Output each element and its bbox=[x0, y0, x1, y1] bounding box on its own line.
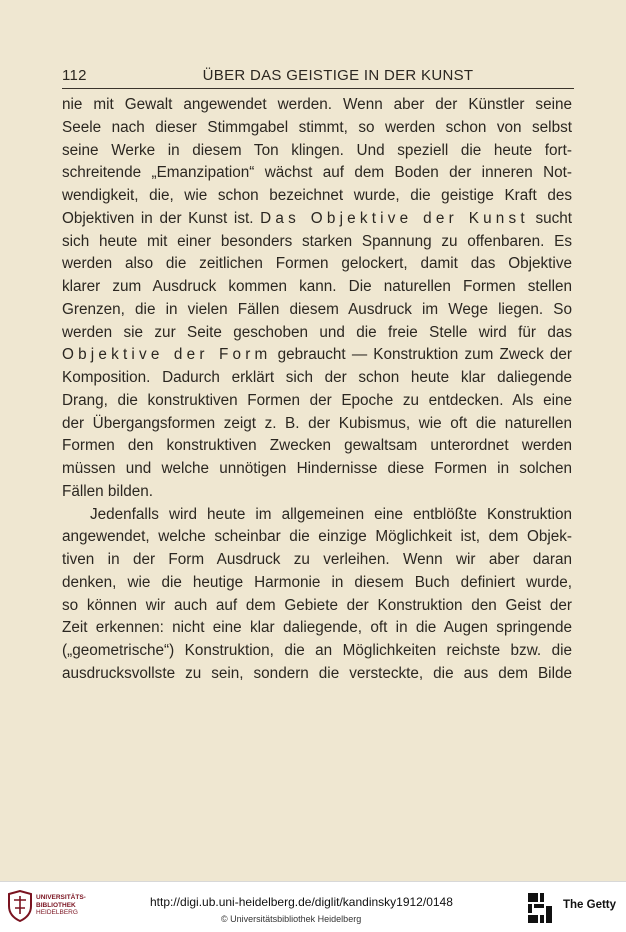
text-line: Formen den konstruktiven Zwecken gewaltsam unterordnet werden bbox=[62, 437, 572, 455]
library-name-line: UNIVERSITÄTS- bbox=[36, 894, 86, 901]
text-line: („geometrische“) Konstruktion, die an Möglichkeiten reichste bzw. die bbox=[62, 642, 572, 659]
text-line: ausdrucksvollste zu sein, sondern die versteckte, die aus dem Bilde bbox=[62, 664, 572, 682]
spaced-emphasis: Das Objektive der Kunst bbox=[260, 209, 529, 227]
text-line: Drang, die konstruktiven Formen der Epoche zu entdecken. Als eine bbox=[62, 391, 572, 409]
text-segment: gebraucht — Konstruktion zum Zweck der bbox=[277, 346, 572, 364]
university-seal-icon bbox=[6, 890, 34, 922]
text-line: so können wir auch auf dem Gebiete der Konstruktion den Geist der bbox=[62, 596, 572, 614]
text-line: werden sie zur Seite geschoben und die freie Stelle wird für das bbox=[62, 323, 572, 341]
library-name-line: HEIDELBERG bbox=[36, 909, 78, 916]
text-line: Fällen bilden. bbox=[62, 482, 153, 500]
library-name bbox=[36, 894, 86, 917]
text-line: werden also die zeitlichen Formen gelockert, damit das Objektive bbox=[62, 255, 572, 273]
page-number: 112 bbox=[62, 67, 87, 84]
text-line: schreitende „Emanzipation“ wächst auf dem Boden der inneren Not- bbox=[62, 164, 572, 182]
running-title: ÜBER DAS GEISTIGE IN DER KUNST bbox=[202, 67, 474, 84]
permalink[interactable]: http://digi.ub.uni-heidelberg.de/diglit/kandinsky1912/0148 bbox=[150, 895, 453, 909]
getty-logo-icon bbox=[527, 892, 553, 924]
text-segment: sucht bbox=[535, 209, 573, 227]
copyright-notice: © Universitätsbibliothek Heidelberg bbox=[221, 914, 362, 924]
body-text bbox=[62, 94, 572, 686]
text-line: seine Werke in diesem Ton klingen. Und speziell die heute fort- bbox=[62, 141, 572, 159]
text-line: müssen und welche unnötigen Hindernisse diese Formen in solchen bbox=[62, 460, 572, 477]
text-line: klarer zum Ausdruck kommen kann. Die naturellen Formen stellen bbox=[62, 278, 572, 295]
text-line: nie mit Gewalt angewendet werden. Wenn aber der Künstler seine bbox=[62, 96, 572, 113]
text-line: sich heute mit einer besonders starken Spannung zu offenbaren. Es bbox=[62, 232, 572, 250]
text-line bbox=[62, 208, 572, 231]
text-line: denken, wie die heutige Harmonie in diesem Buch definiert wurde, bbox=[62, 573, 572, 591]
text-line: Seele nach dieser Stimmgabel stimmt, so werden schon von selbst bbox=[62, 118, 572, 136]
library-name-line: BIBLIOTHEK bbox=[36, 901, 76, 909]
text-line bbox=[62, 344, 572, 367]
text-line: Komposition. Dadurch erklärt sich der schon heute klar daliegende bbox=[62, 369, 572, 386]
text-line: Zeit erkennen: nicht eine klar daliegende, oft in die Augen springende bbox=[62, 619, 572, 637]
text-line: Grenzen, die in vielen Fällen diesem Ausdruck im Wege liegen. So bbox=[62, 300, 572, 318]
viewer-footer bbox=[0, 881, 626, 932]
text-line: der Übergangsformen zeigt z. B. der Kubismus, wie oft die naturellen bbox=[62, 414, 572, 432]
text-line: wendigkeit, die, wie schon bezeichnet wurde, die geistige Kraft des bbox=[62, 187, 572, 204]
text-line: angewendet, welche scheinbar die einzige Möglichkeit ist, dem Objek- bbox=[62, 528, 572, 546]
text-line: Jedenfalls wird heute im allgemeinen eine entblößte Konstruktion bbox=[90, 505, 572, 523]
getty-label: The Getty bbox=[563, 899, 617, 911]
running-header bbox=[62, 65, 574, 89]
text-line: tiven in der Form Ausdruck zu verleihen. Wenn wir aber daran bbox=[62, 551, 572, 568]
header-rule bbox=[62, 88, 574, 89]
spaced-emphasis: Objektive der Form bbox=[62, 346, 272, 364]
text-segment: Objektiven in der Kunst ist. bbox=[62, 209, 254, 227]
